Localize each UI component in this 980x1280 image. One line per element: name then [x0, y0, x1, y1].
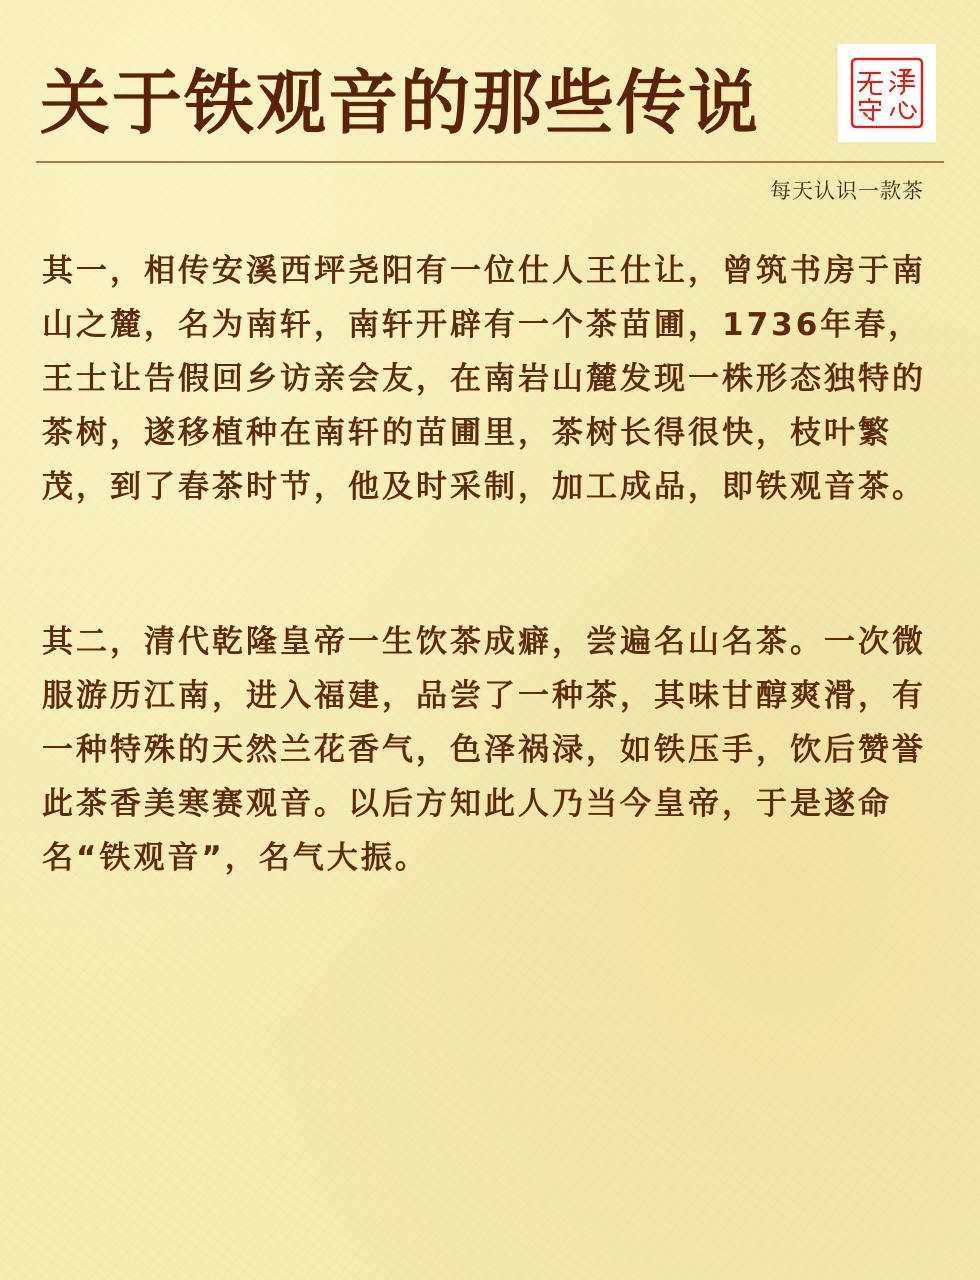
seal-stamp — [838, 44, 936, 142]
story-paragraph-1: 其一，相传安溪西坪尧阳有一位仕人王仕让，曾筑书房于南山之麓，名为南轩，南轩开辟有一个茶苗圃，1736年春，王士让告假回乡访亲会友，在南岩山麓发现一株形态独特的茶树，遂移植种在南轩的苗圃里，茶树长得很快，枝叶繁茂，到了春茶时节，他及时采制，加工成品，即铁观音茶。 — [42, 253, 926, 505]
story-paragraph-2: 其二，清代乾隆皇帝一生饮茶成癖，尝遍名山名茶。一次微服游历江南，进入福建，品尝了一种茶，其味甘醇爽滑，有一种特殊的天然兰花香气，色泽祸渌，如铁压手，饮后赞誉此茶香美寒赛观音。以后方知此人乃当今皇帝，于是遂命名“铁观音”，名气大振。 — [42, 624, 926, 876]
subtitle: 每天认识一款茶 — [770, 179, 924, 203]
page-title: 关于铁观音的那些传说 — [40, 62, 760, 144]
title-divider — [36, 161, 944, 163]
